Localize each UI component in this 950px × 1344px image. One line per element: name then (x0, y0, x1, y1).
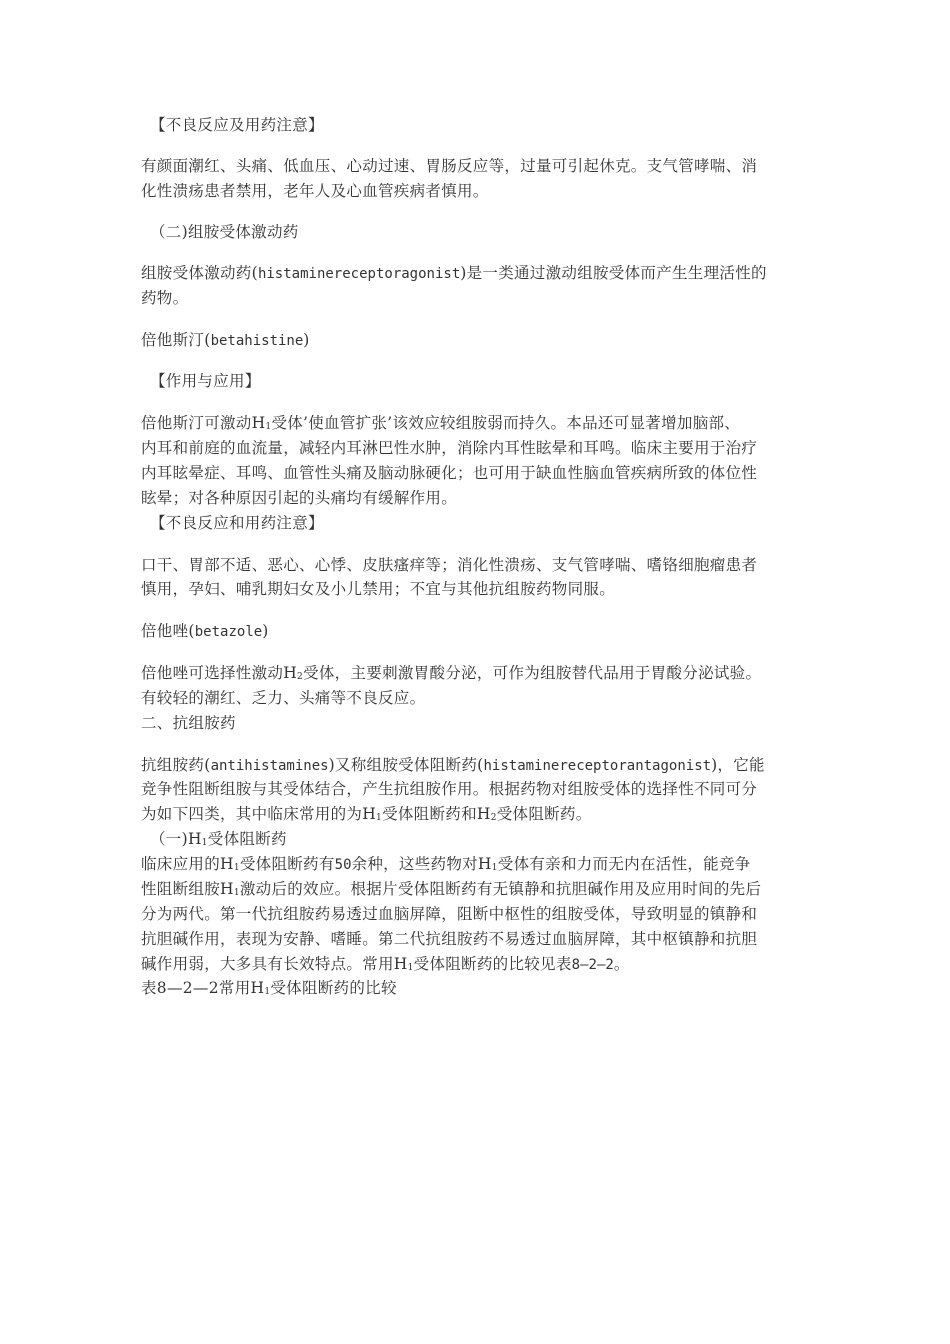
table-caption: 表8—2—2常用$H_1$受体阻断药的比较 (141, 979, 397, 997)
paragraph-line: 口干、胃部不适、恶心、心悸、皮肤瘙痒等；消化性溃疡、支气管哮喘、嗜铬细胞瘤患者 (141, 556, 758, 574)
paragraph-line: 抗组胺药(antihistamines)又称组胺受体阻断药(histaminereceptorantagonist)，它能 (141, 756, 765, 774)
section-heading-antihistamines: 二、抗组胺药 (141, 714, 236, 732)
drug-name-betazole: 倍他唑(betazole) (141, 622, 269, 640)
paragraph-line: 倍他唑可选择性激动$H_2$受体，主要刺激胃酸分泌，可作为组胺替代品用于胃酸分泌试验。 (141, 664, 762, 682)
paragraph-line: 分为两代。第一代抗组胺药易透过血脑屏障，阻断中枢性的组胺受体，导致明显的镇静和 (141, 905, 758, 923)
paragraph-line: 抗胆碱作用，表现为安静、嗜睡。第二代抗组胺药不易透过血脑屏障，其中枢镇静和抗胆 (141, 930, 758, 948)
paragraph-line: 临床应用的$H_1$受体阻断药有50余种，这些药物对$H_1$受体有亲和力而无内在活性，能竞争 (141, 855, 751, 873)
drug-name-betahistine: 倍他斯汀(betahistine) (141, 331, 310, 349)
paragraph-line: 有较轻的潮红、乏力、头痛等不良反应。 (141, 689, 426, 707)
paragraph-line: 为如下四类，其中临床常用的为$H_1$受体阻断药和$H_2$受体阻断药。 (141, 805, 592, 823)
paragraph-line: 眩晕；对各种原因引起的头痛均有缓解作用。 (141, 489, 458, 507)
paragraph-line: 性阻断组胺$H_1$激动后的效应。根据片受体阻断药有无镇静和抗胆碱作用及应用时间的先后 (141, 880, 762, 898)
paragraph-line: 内耳眩晕症、耳鸣、血管性头痛及脑动脉硬化；也可用于缺血性脑血管疾病所致的体位性 (141, 464, 758, 482)
section-heading-histamine-agonists: （二)组胺受体激动药 (150, 223, 299, 241)
paragraph-line: 内耳和前庭的血流量，减轻内耳淋巴性水肿，消除内耳性眩晕和耳鸣。临床主要用于治疗 (141, 439, 758, 457)
latin-term: histaminereceptoragonist (257, 266, 461, 282)
paragraph-line: 竞争性阻断组胺与其受体结合，产生抗组胺作用。根据药物对组胺受体的选择性不同可分 (141, 780, 758, 798)
paragraph-line: 碱作用弱，大多具有长效特点。常用$H_1$受体阻断药的比较见表8—2—2。 (141, 955, 630, 973)
section-heading-adverse-reactions: 【不良反应及用药注意】 (150, 116, 324, 134)
paragraph-line: 化性溃疡患者禁用，老年人及心血管疾病者慎用。 (141, 182, 489, 200)
paragraph-line: 组胺受体激动药(histaminereceptoragonist)是一类通过激动组胺受体而产生生理活性的 (141, 264, 767, 282)
subheading-adverse-reactions: 【不良反应和用药注意】 (150, 514, 324, 532)
paragraph-line: 有颜面潮红、头痛、低血压、心动过速、胃肠反应等，过量可引起休克。支气管哮喘、消 (141, 157, 758, 175)
subheading-action-and-use: 【作用与应用】 (150, 372, 261, 390)
section-heading-h1-blockers: （一)$H_1$受体阻断药 (150, 830, 287, 848)
paragraph-line: 倍他斯汀可激动$H_1$受体’使血管扩张’该效应较组胺弱而持久。本品还可显著增加脑部、 (141, 414, 741, 432)
paragraph-line: 药物。 (141, 289, 189, 307)
paragraph-line: 慎用，孕妇、哺乳期妇女及小儿禁用；不宜与其他抗组胺药物同服。 (141, 580, 616, 598)
